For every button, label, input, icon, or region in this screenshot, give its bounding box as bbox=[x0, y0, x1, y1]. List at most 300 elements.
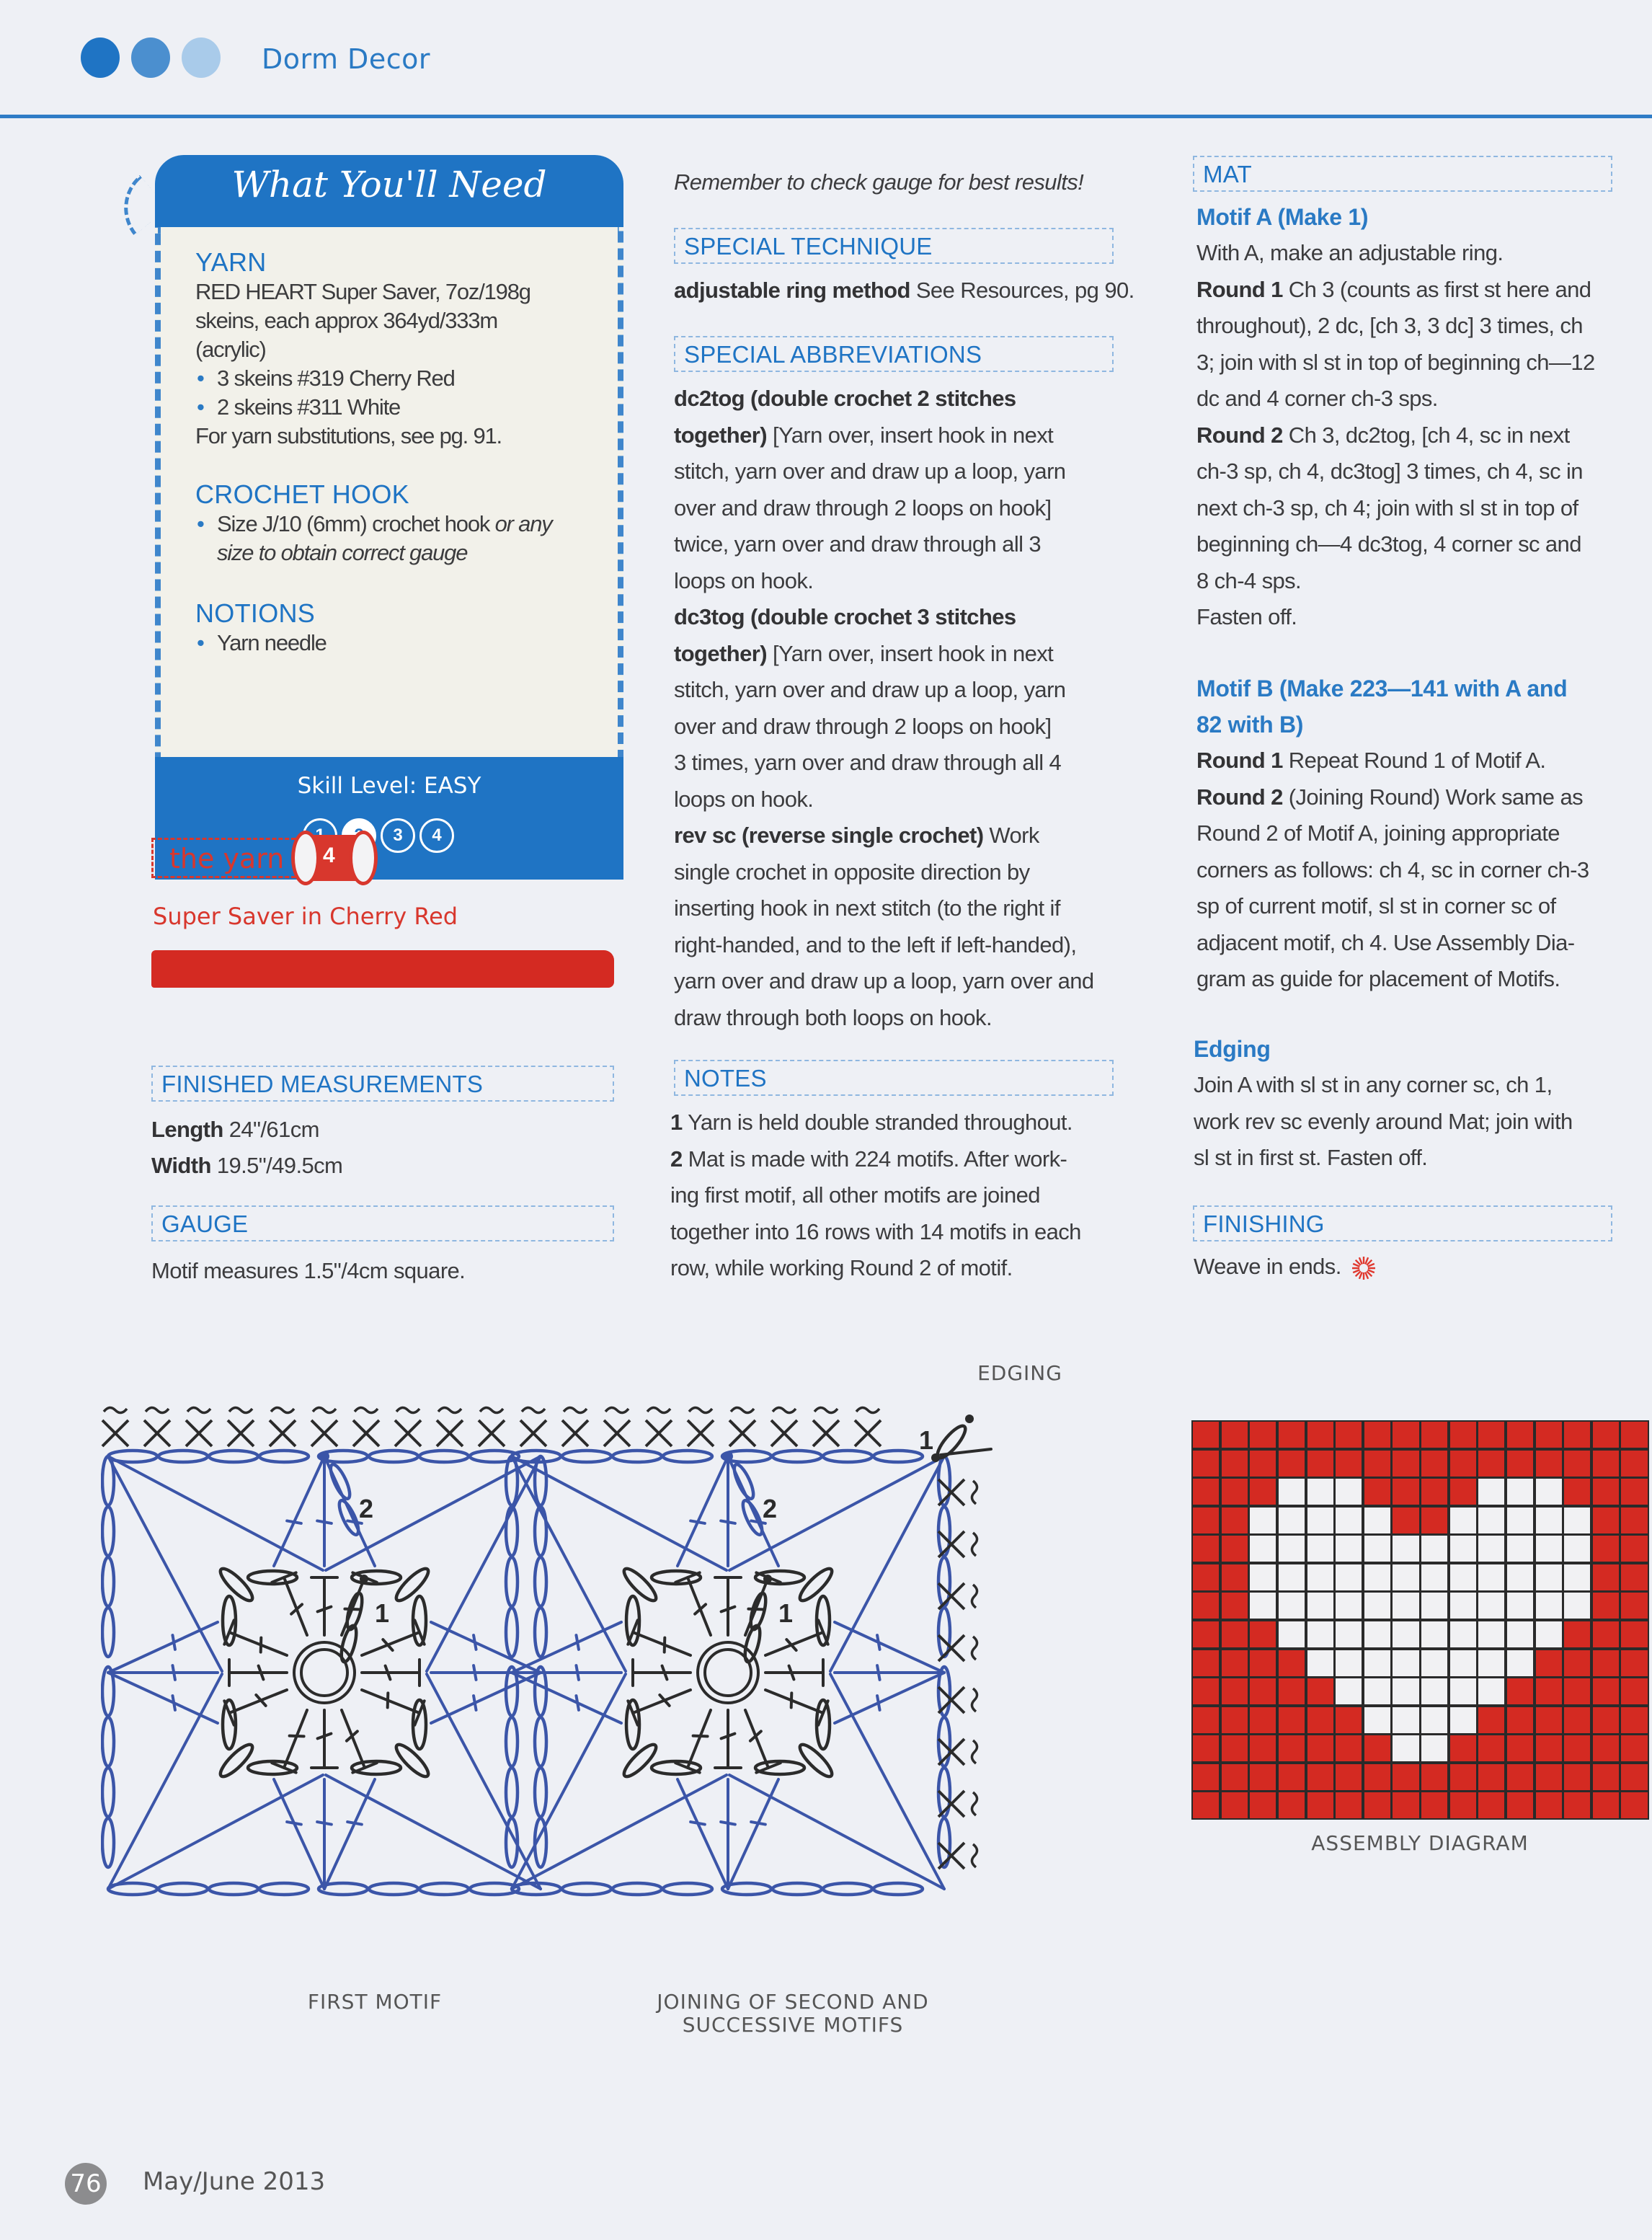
motif-a-cell bbox=[1220, 1506, 1249, 1535]
text-line bbox=[1196, 852, 1589, 889]
motif-a-instructions bbox=[1196, 235, 1595, 636]
motif-a-cell bbox=[1248, 1420, 1277, 1449]
rev-sc-stitch bbox=[437, 1407, 463, 1446]
dc-bar bbox=[748, 1609, 763, 1610]
start-chain bbox=[742, 1624, 763, 1663]
rev-sc-tilde bbox=[605, 1407, 629, 1412]
motif-b-cell bbox=[1535, 1563, 1563, 1592]
dc-bar bbox=[287, 1822, 301, 1824]
motif-a-cell bbox=[1563, 1706, 1591, 1735]
start-dot bbox=[360, 1575, 368, 1583]
line-text: 3; join with sl st in top of beginning ch—12 bbox=[1196, 349, 1595, 375]
round-2-label: 2 bbox=[359, 1494, 374, 1523]
line-text: Repeat Round 1 of Motif A. bbox=[1282, 748, 1546, 773]
yarn-ball-right bbox=[349, 831, 378, 885]
motif-a-cell bbox=[1220, 1420, 1249, 1449]
yarn-name: Super Saver in Cherry Red bbox=[153, 903, 458, 930]
motif-a-cell bbox=[1277, 1420, 1306, 1449]
line-text: [Yarn over, insert hook in next bbox=[766, 422, 1054, 448]
dc-bar bbox=[474, 1635, 476, 1650]
corner-chain-line bbox=[427, 1456, 541, 1671]
chain-stitch-round2 bbox=[159, 1883, 208, 1895]
special-technique-header bbox=[674, 228, 1114, 264]
motif-a-cell bbox=[1420, 1420, 1449, 1449]
line-text: loops on hook. bbox=[674, 567, 814, 593]
chain-stitch-round2 bbox=[506, 1557, 518, 1606]
text-line bbox=[674, 927, 1094, 964]
double-crochet bbox=[633, 1690, 690, 1713]
dc-bar bbox=[261, 1638, 262, 1652]
rev-sc-tilde bbox=[271, 1407, 294, 1412]
motif-b-cell bbox=[1449, 1649, 1478, 1678]
line-text: With A, make an adjustable ring. bbox=[1196, 240, 1504, 265]
motif-b-cell bbox=[1535, 1477, 1563, 1506]
motif-b-cell bbox=[1420, 1677, 1449, 1706]
text-line bbox=[1196, 417, 1595, 454]
motif-a-cell bbox=[1220, 1477, 1249, 1506]
text-line bbox=[670, 1104, 1081, 1141]
motif-b-cell bbox=[1563, 1506, 1591, 1535]
yarn-line: (acrylic) bbox=[195, 337, 266, 362]
notions-section bbox=[195, 598, 327, 658]
round-1-label: 1 bbox=[778, 1598, 794, 1628]
motif-a-cell bbox=[1620, 1449, 1648, 1478]
rev-sc-stitch bbox=[604, 1407, 630, 1446]
motif-a-cell bbox=[1591, 1506, 1620, 1535]
rev-sc-stitch bbox=[353, 1407, 379, 1446]
special-technique-text bbox=[674, 273, 1134, 309]
rev-sc-tilde bbox=[229, 1407, 252, 1412]
line-text: together into 16 rows with 14 motifs in each bbox=[670, 1218, 1081, 1244]
motif-a-cell bbox=[1620, 1791, 1648, 1820]
motif-a-cell bbox=[1391, 1420, 1420, 1449]
motif-a-cell bbox=[1563, 1791, 1591, 1820]
motif-a-cell bbox=[1591, 1649, 1620, 1678]
motif-b-cell bbox=[1477, 1620, 1506, 1649]
text-line bbox=[1196, 743, 1589, 779]
text-line bbox=[1194, 1104, 1573, 1141]
dot-light-icon bbox=[182, 37, 221, 78]
rev-sc-stitch bbox=[311, 1407, 337, 1446]
motif-a-cell bbox=[1220, 1706, 1249, 1735]
line-text: ch-3 sp, ch 4, dc3tog] 3 times, ch 4, sc in bbox=[1196, 459, 1583, 484]
rev-sc-tilde bbox=[972, 1481, 977, 1504]
motif-a-cell bbox=[1506, 1763, 1535, 1792]
rev-sc-tilde bbox=[972, 1844, 977, 1867]
width-label: Width bbox=[151, 1153, 211, 1178]
motif-b-cell bbox=[1306, 1649, 1335, 1678]
motif-a-cell bbox=[1248, 1734, 1277, 1763]
yarn-ball-left bbox=[291, 831, 320, 885]
motif-b-cell bbox=[1277, 1591, 1306, 1620]
rev-sc-stitch bbox=[646, 1407, 672, 1446]
section-title: Dorm Decor bbox=[262, 43, 430, 75]
rev-sc-stitch bbox=[938, 1583, 977, 1609]
rev-sc-tilde bbox=[522, 1407, 545, 1412]
corner-chain-line bbox=[512, 1674, 626, 1889]
hook-text: Size J/10 (6mm) crochet hook bbox=[217, 511, 495, 536]
chain-stitch-round2 bbox=[419, 1451, 468, 1462]
abbreviations-list bbox=[674, 381, 1094, 1036]
text-line bbox=[674, 453, 1094, 490]
text-line bbox=[1196, 453, 1595, 490]
rev-sc-stitch bbox=[813, 1407, 839, 1446]
motif-a-cell bbox=[1220, 1449, 1249, 1478]
corner-chain-line bbox=[512, 1456, 626, 1671]
motif-b-cell bbox=[1363, 1591, 1392, 1620]
chain-stitch-round2 bbox=[535, 1768, 546, 1817]
dot-dark-icon bbox=[81, 37, 120, 78]
rev-sc-tilde bbox=[355, 1407, 378, 1412]
motif-a-cell bbox=[1191, 1563, 1220, 1592]
edging-chain bbox=[933, 1422, 969, 1461]
chain-stitch bbox=[620, 1564, 660, 1604]
motif-a-cell bbox=[1391, 1477, 1420, 1506]
motif-b-cell bbox=[1420, 1591, 1449, 1620]
rev-sc-stitch bbox=[938, 1791, 977, 1817]
motif-a-cell bbox=[1535, 1734, 1563, 1763]
motif-a-cell bbox=[1191, 1420, 1220, 1449]
motif-a-cell bbox=[1591, 1791, 1620, 1820]
motif-b-cell bbox=[1449, 1506, 1478, 1535]
line-text: dc and 4 corner ch-3 sps. bbox=[1196, 386, 1438, 411]
line-text: stitch, yarn over and draw up a loop, yarn bbox=[674, 677, 1066, 702]
rev-sc-tilde bbox=[396, 1407, 419, 1412]
dc-bar bbox=[690, 1822, 705, 1824]
motif-a-cell bbox=[1191, 1649, 1220, 1678]
chain-stitch-round2 bbox=[102, 1768, 114, 1817]
line-text: over and draw through 2 loops on hook] bbox=[674, 713, 1052, 739]
rev-sc-tilde bbox=[972, 1688, 977, 1712]
motif-b-cell bbox=[1363, 1506, 1392, 1535]
motif-a-cell bbox=[1191, 1763, 1220, 1792]
motif-b-cell bbox=[1420, 1620, 1449, 1649]
motif-a-cell bbox=[1220, 1791, 1249, 1820]
motif-a-cell bbox=[1220, 1677, 1249, 1706]
edging-chart-label: EDGING bbox=[977, 1361, 1062, 1385]
edging-round-label: 1 bbox=[919, 1425, 934, 1455]
chain-stitch-round2 bbox=[259, 1883, 308, 1895]
rev-sc-tilde bbox=[972, 1637, 977, 1660]
hook-italic-line: size to obtain correct gauge bbox=[217, 540, 468, 565]
rev-sc-stitch bbox=[938, 1843, 977, 1869]
motif-a-cell bbox=[1248, 1706, 1277, 1735]
motif-a-cell bbox=[1220, 1563, 1249, 1592]
motif-b-instructions bbox=[1196, 743, 1589, 998]
text-line bbox=[674, 417, 1094, 454]
dc-bar bbox=[172, 1635, 174, 1650]
rev-sc-stitch bbox=[186, 1407, 212, 1446]
text-line bbox=[674, 636, 1094, 673]
mat-heading: MAT bbox=[1203, 161, 1252, 187]
rev-sc-stitch bbox=[855, 1407, 881, 1446]
motif-b-cell bbox=[1391, 1534, 1420, 1563]
double-crochet bbox=[633, 1632, 690, 1655]
page-number: 76 bbox=[65, 2163, 107, 2205]
line-text: Join A with sl st in any corner sc, ch 1, bbox=[1194, 1072, 1553, 1097]
motif-a-cell bbox=[1248, 1677, 1277, 1706]
adjustable-ring bbox=[294, 1642, 355, 1703]
motif-b-cell bbox=[1420, 1534, 1449, 1563]
yarn-bullet: • 3 skeins #319 Cherry Red bbox=[195, 364, 530, 393]
motif-b-cell bbox=[1506, 1477, 1535, 1506]
line-text: Mat is made with 224 motifs. After work- bbox=[682, 1146, 1067, 1172]
corner-chain-line bbox=[108, 1456, 323, 1570]
bold-term: Round 1 bbox=[1196, 276, 1283, 302]
motif-b-cell bbox=[1506, 1534, 1535, 1563]
text-line bbox=[1196, 888, 1589, 925]
chain-stitch-round2 bbox=[159, 1451, 208, 1462]
rev-sc-tilde bbox=[187, 1407, 210, 1412]
line-text: Round 2 of Motif A, joining appropriate bbox=[1196, 820, 1560, 846]
text-line bbox=[674, 381, 1094, 417]
text-line bbox=[1196, 381, 1595, 417]
rev-sc-tilde bbox=[972, 1792, 977, 1815]
text-line bbox=[1194, 1140, 1573, 1177]
chain-stitch-round2 bbox=[259, 1451, 308, 1462]
text-line bbox=[1196, 563, 1595, 600]
special-technique-heading: SPECIAL TECHNIQUE bbox=[684, 233, 933, 260]
motif-a-cell bbox=[1449, 1420, 1478, 1449]
text-line bbox=[674, 490, 1094, 527]
hook-section bbox=[195, 479, 552, 567]
line-text: draw through both loops on hook. bbox=[674, 1004, 992, 1030]
width-value: 19.5"/49.5cm bbox=[216, 1153, 343, 1178]
double-crochet bbox=[362, 1632, 419, 1655]
motif-b-cell bbox=[1277, 1534, 1306, 1563]
notions-bullet: • Yarn needle bbox=[195, 629, 327, 658]
dc-bar bbox=[172, 1696, 174, 1710]
dc-bar bbox=[474, 1665, 476, 1680]
end-sunburst-icon bbox=[1351, 1256, 1376, 1280]
rev-sc-stitch bbox=[688, 1407, 714, 1446]
issue-date: May/June 2013 bbox=[143, 2167, 326, 2196]
length-row bbox=[151, 1112, 319, 1148]
motif-a-cell bbox=[1563, 1420, 1591, 1449]
rev-sc-stitch bbox=[562, 1407, 588, 1446]
chain-stitch-round2 bbox=[535, 1717, 546, 1766]
rev-sc-tilde bbox=[972, 1585, 977, 1608]
motif-a-cell bbox=[1363, 1734, 1392, 1763]
wyn-body bbox=[155, 227, 623, 845]
corner-chain-line bbox=[512, 1775, 727, 1889]
motif-a-cell bbox=[1449, 1477, 1478, 1506]
motif-a-cell bbox=[1277, 1706, 1306, 1735]
yarn-line: skeins, each approx 364yd/333m bbox=[195, 308, 497, 333]
motif-b-cell bbox=[1391, 1677, 1420, 1706]
motif-a-cell bbox=[1334, 1763, 1363, 1792]
motif-a-cell bbox=[1220, 1649, 1249, 1678]
technique-desc: See Resources, pg 90. bbox=[910, 278, 1134, 303]
dc-bar bbox=[576, 1635, 578, 1650]
text-line bbox=[670, 1177, 1081, 1214]
motif-a-cell bbox=[1477, 1763, 1506, 1792]
line-text: Ch 3 (counts as first st here and bbox=[1282, 276, 1591, 302]
motif-a-cell bbox=[1220, 1591, 1249, 1620]
start-chain-round2 bbox=[731, 1462, 757, 1501]
motif-a-cell bbox=[1334, 1734, 1363, 1763]
text-line bbox=[1196, 961, 1589, 998]
motif-a-cell bbox=[1449, 1763, 1478, 1792]
motif-a-cell bbox=[1506, 1677, 1535, 1706]
motif-b-cell bbox=[1535, 1620, 1563, 1649]
chain-stitch bbox=[796, 1740, 835, 1780]
dc-bar bbox=[345, 1609, 359, 1610]
yarn-line: RED HEART Super Saver, 7oz/198g bbox=[195, 279, 530, 304]
rev-sc-stitch bbox=[228, 1407, 254, 1446]
motif-b-cell bbox=[1248, 1534, 1277, 1563]
rev-sc-stitch bbox=[395, 1407, 421, 1446]
chain-stitch-round2 bbox=[663, 1883, 712, 1895]
motif-b-heading-2: 82 with B) bbox=[1196, 712, 1304, 738]
motif-a-cell bbox=[1277, 1649, 1306, 1678]
motif-a-cell bbox=[1191, 1506, 1220, 1535]
rev-sc-stitch bbox=[479, 1407, 505, 1446]
motif-a-cell bbox=[1334, 1706, 1363, 1735]
motif-a-cell bbox=[1191, 1620, 1220, 1649]
finishing-header bbox=[1193, 1205, 1612, 1241]
dc-bar bbox=[317, 1822, 332, 1824]
motif-a-cell bbox=[1334, 1449, 1363, 1478]
corner-chain-line bbox=[729, 1456, 944, 1570]
chain-stitch-round2 bbox=[102, 1717, 114, 1766]
motif-a-cell bbox=[1591, 1477, 1620, 1506]
text-line bbox=[670, 1250, 1081, 1287]
motif-a-cell bbox=[1477, 1420, 1506, 1449]
rev-sc-tilde bbox=[814, 1407, 838, 1412]
dc-bar bbox=[877, 1635, 879, 1650]
motif-a-cell bbox=[1248, 1763, 1277, 1792]
hook-bullet bbox=[195, 510, 552, 539]
line-text: ing first motif, all other motifs are joined bbox=[670, 1182, 1040, 1208]
motif-a-cell bbox=[1277, 1677, 1306, 1706]
line-text: Fasten off. bbox=[1196, 604, 1297, 629]
motif-a-cell bbox=[1220, 1620, 1249, 1649]
bold-term: Round 2 bbox=[1196, 422, 1283, 448]
the-yarn-label: the yarn bbox=[169, 843, 285, 875]
yarn-section bbox=[195, 247, 530, 451]
motif-a-cell bbox=[1620, 1763, 1648, 1792]
motif-a-cell bbox=[1477, 1449, 1506, 1478]
text-line bbox=[674, 745, 1094, 782]
text-line bbox=[674, 526, 1094, 563]
motif-a-cell bbox=[1191, 1591, 1220, 1620]
technique-term: adjustable ring method bbox=[674, 278, 910, 303]
motif-a-cell bbox=[1591, 1620, 1620, 1649]
text-line bbox=[1196, 779, 1589, 816]
chain-stitch-round2 bbox=[506, 1507, 518, 1556]
bold-term: together) bbox=[674, 640, 767, 666]
double-crochet bbox=[284, 1710, 307, 1768]
chain-stitch-round2 bbox=[613, 1883, 662, 1895]
motif-b-cell bbox=[1248, 1563, 1277, 1592]
motif-a-cell bbox=[1591, 1420, 1620, 1449]
text-line bbox=[670, 1141, 1081, 1178]
motif-b-cell bbox=[1391, 1734, 1420, 1763]
chain-stitch-round2 bbox=[562, 1883, 611, 1895]
bold-term: rev sc (reverse single crochet) bbox=[674, 823, 984, 848]
line-text: beginning ch—4 dc3tog, 4 corner sc and bbox=[1196, 531, 1581, 557]
rev-sc-stitch bbox=[144, 1407, 170, 1446]
dc-bar bbox=[877, 1665, 879, 1680]
double-crochet bbox=[688, 1710, 711, 1768]
line-text: row, while working Round 2 of motif. bbox=[670, 1255, 1013, 1280]
line-text: Work bbox=[983, 823, 1039, 848]
adjustable-ring bbox=[698, 1642, 758, 1703]
motif-b-cell bbox=[1248, 1506, 1277, 1535]
motif-a-cell bbox=[1563, 1620, 1591, 1649]
double-crochet bbox=[342, 1710, 365, 1768]
line-text: 3 times, yarn over and draw through all 4 bbox=[674, 750, 1062, 775]
chain-stitch-round2 bbox=[102, 1818, 114, 1867]
text-line bbox=[1196, 925, 1589, 962]
double-crochet bbox=[765, 1632, 823, 1655]
motif-a-cell bbox=[1248, 1477, 1277, 1506]
motif-a-cell bbox=[1620, 1534, 1648, 1563]
text-line bbox=[1194, 1067, 1573, 1104]
notions-heading: NOTIONS bbox=[195, 598, 316, 628]
start-dot-round2 bbox=[723, 1451, 733, 1461]
rev-sc-tilde bbox=[731, 1407, 754, 1412]
rev-sc-tilde bbox=[647, 1407, 670, 1412]
motif-a-cell bbox=[1449, 1734, 1478, 1763]
text-line bbox=[674, 782, 1094, 818]
motif-b-cell bbox=[1391, 1563, 1420, 1592]
motif-a-cell bbox=[1591, 1734, 1620, 1763]
rev-sc-tilde bbox=[438, 1407, 461, 1412]
yarn-heading: YARN bbox=[195, 247, 267, 277]
rev-sc-tilde bbox=[104, 1407, 127, 1412]
finishing-line: Weave in ends. bbox=[1194, 1254, 1341, 1279]
chain-stitch-round2 bbox=[773, 1451, 822, 1462]
bold-term: Round 1 bbox=[1196, 748, 1283, 773]
motif-a-cell bbox=[1277, 1763, 1306, 1792]
rev-sc-tilde bbox=[773, 1407, 796, 1412]
motif-a-cell bbox=[1563, 1449, 1591, 1478]
motif-b-cell bbox=[1277, 1563, 1306, 1592]
motif-b-cell bbox=[1363, 1706, 1392, 1735]
motif-b-cell bbox=[1506, 1620, 1535, 1649]
assembly-diagram bbox=[1191, 1420, 1648, 1820]
chain-stitch-round2 bbox=[613, 1451, 662, 1462]
chain-stitch-round2 bbox=[663, 1451, 712, 1462]
double-crochet bbox=[229, 1632, 287, 1655]
motif-a-cell bbox=[1535, 1706, 1563, 1735]
motif-b-cell bbox=[1334, 1591, 1363, 1620]
dc-bar bbox=[317, 1520, 332, 1523]
yarn-weight-icon bbox=[288, 829, 381, 887]
motif-b-cell bbox=[1506, 1649, 1535, 1678]
rev-sc-stitch bbox=[102, 1407, 128, 1446]
line-text: Yarn is held double stranded throughout. bbox=[682, 1110, 1073, 1135]
special-abbreviations-heading: SPECIAL ABBREVIATIONS bbox=[684, 341, 982, 368]
motif-b-cell bbox=[1535, 1506, 1563, 1535]
hook-italic: or any bbox=[494, 511, 552, 536]
motif-b-cell bbox=[1563, 1534, 1591, 1563]
chain-stitch-round2 bbox=[369, 1451, 418, 1462]
motif-a-cell bbox=[1306, 1734, 1335, 1763]
chain-stitch-round2 bbox=[823, 1451, 872, 1462]
motif-a-cell bbox=[1477, 1791, 1506, 1820]
motif-a-cell bbox=[1306, 1763, 1335, 1792]
dc-bar bbox=[751, 1822, 765, 1824]
bold-term: Round 2 bbox=[1196, 784, 1283, 810]
hook-heading: CROCHET HOOK bbox=[195, 479, 409, 509]
corner-chain-line bbox=[830, 1674, 944, 1889]
motif-a-cell bbox=[1563, 1763, 1591, 1792]
chain-stitch-round2 bbox=[102, 1557, 114, 1606]
motif-a-cell bbox=[1391, 1449, 1420, 1478]
